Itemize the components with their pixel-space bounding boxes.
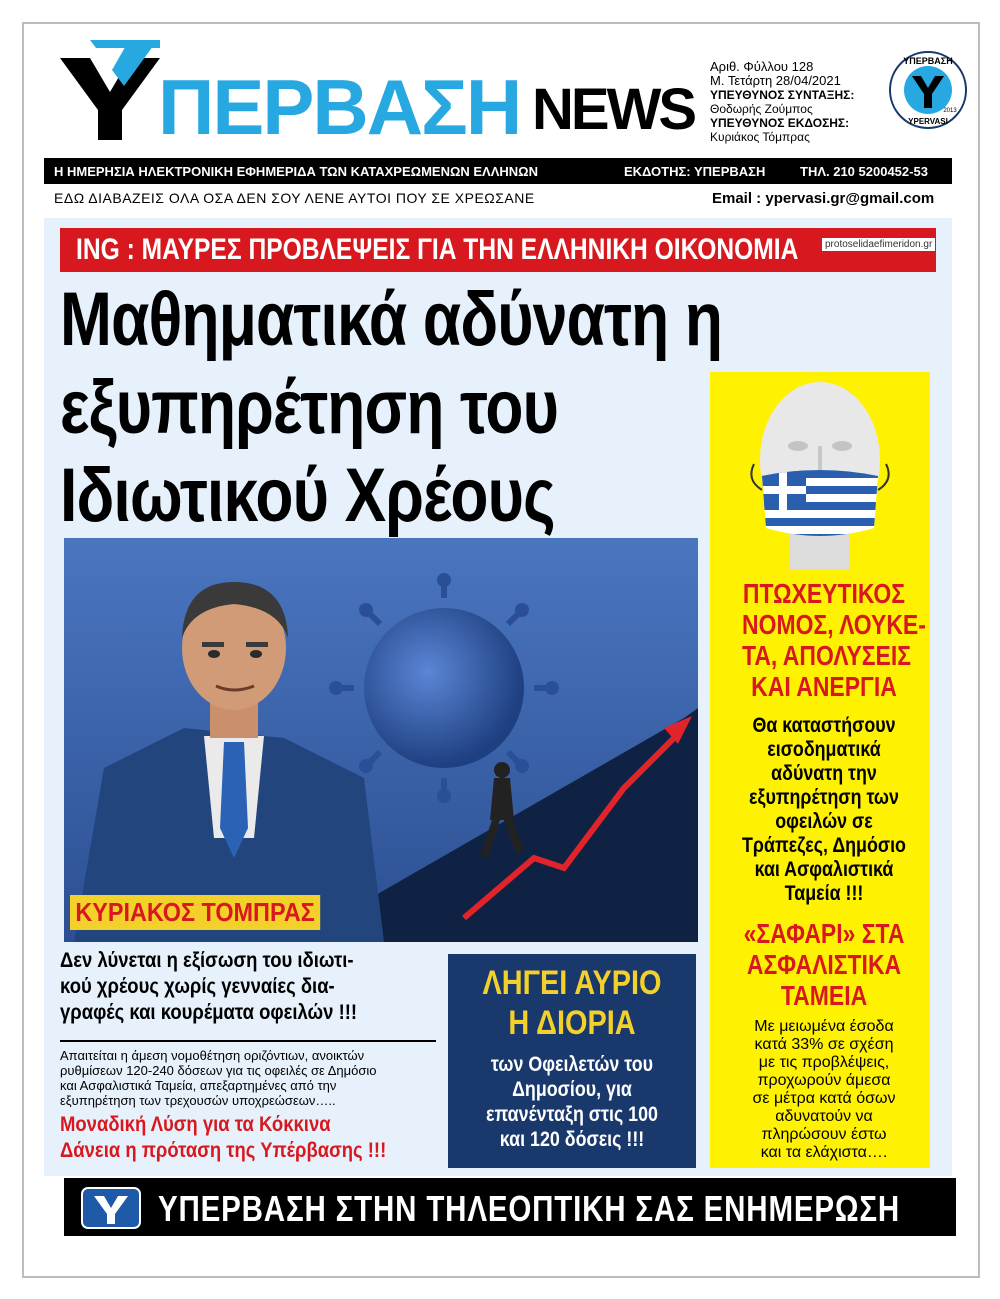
side-red-line-3: ΤΑ, ΑΠΟΛΥΣΕΙΣ [742, 640, 912, 671]
ypervasi-seal-logo [888, 50, 968, 130]
safari-text [724, 1018, 924, 1162]
article-body [60, 1048, 440, 1108]
mannequin-mask-image [740, 380, 900, 570]
side-text-line-3: αδύνατη την [771, 762, 877, 785]
safari-text-line-1: Με μειωμένα έσοδα [754, 1018, 894, 1035]
body-line-4: εξυπηρέτηση των τρεχουσών υποχρεώσεων….. [60, 1093, 336, 1108]
safari-text-line-2: κατά 33% σε σχέση [754, 1036, 894, 1053]
top-banner [60, 228, 936, 272]
strip-phone: ΤΗΛ. 210 5200452-53 [800, 164, 928, 179]
issue-info [710, 60, 854, 144]
body-line-2: ρυθμίσεων 120-240 δόσεων για τις οφειλές σε Δημόσιο [60, 1063, 377, 1078]
issue-number: Αριθ. Φύλλου 128 [710, 59, 814, 74]
safari-line-1: «ΣΑΦΑΡΙ» ΣΤΑ [743, 918, 905, 949]
side-text-line-5: οφειλών σε [775, 810, 873, 833]
publisher-label: ΥΠΕΥΘΥΝΟΣ ΕΚΔΟΣΗΣ: [710, 116, 850, 130]
side-text-line-1: Θα καταστήσουν [752, 714, 896, 737]
side-text-line-2: εισοδηματικά [767, 738, 881, 761]
solution-line-1: Μοναδική Λύση για τα Κόκκινα [60, 1113, 331, 1136]
seal-year: 2013 [943, 108, 957, 114]
deadline-text-3: επανένταξη στις 100 [486, 1103, 658, 1126]
bankruptcy-headline [724, 578, 924, 702]
greek-flag-mask [760, 470, 880, 542]
body-line-3: και Ασφαλιστικά Ταμεία, απεξαρτημένες από την [60, 1078, 337, 1093]
logo-news: NEWS [532, 77, 694, 142]
safari-text-line-4: προχωρούν άμεσα [757, 1072, 891, 1089]
deadline-box [448, 954, 696, 1168]
side-text-line-8: Ταμεία !!! [784, 882, 864, 905]
safari-text-line-8: και τα ελάχιστα…. [760, 1144, 888, 1161]
headline-line-2: εξυπηρέτηση του [60, 365, 559, 450]
safari-text-line-3: με τις προβλέψεις, [758, 1054, 890, 1071]
contact-email: Email : ypervasi.gr@gmail.com [712, 190, 935, 207]
safari-text-line-7: πληρώσουν έστω [761, 1126, 887, 1143]
slogan: ΕΔΩ ΔΙΑΒΑΖΕΙΣ ΟΛΑ ΟΣΑ ΔΕΝ ΣΟΥ ΛΕΝΕ ΑΥΤΟΙ ΠΟΥ ΣΕ ΧΡΕΩΣΑΝΕ [54, 190, 535, 206]
solution-line-2: Δάνεια η πρόταση της Υπέρβασης !!! [60, 1139, 387, 1162]
editor-name: Θοδωρής Ζούμπος [710, 102, 813, 116]
safari-headline [724, 918, 924, 1011]
headline-line-1: Μαθηματικά αδύνατη η [60, 277, 723, 362]
side-text-line-7: και Ασφαλιστικά [754, 858, 894, 881]
safari-text-line-6: αδυνατούν να [775, 1108, 873, 1125]
safari-text-line-5: σε μέτρα κατά όσων [752, 1090, 896, 1107]
sub-headline [60, 948, 440, 1026]
side-red-line-4: ΚΑΙ ΑΝΕΡΓΙΑ [751, 671, 897, 702]
body-line-1: Απαιτείται η άμεση νομοθέτηση οριζόντιων, ανοικτών [60, 1048, 365, 1063]
logo-y-mark [60, 40, 160, 140]
seal-text: ΥΠΕΡΒΑΣΗ [903, 56, 953, 66]
solution-headline [60, 1112, 440, 1164]
info-strip [44, 158, 952, 184]
banner-text: ING : ΜΑΥΡΕΣ ΠΡΟΒΛΕΨΕΙΣ ΓΙΑ ΤΗΝ ΕΛΛΗΝΙΚΗ ΟΙΚΟΝΟΜΙΑ [76, 233, 799, 266]
photo-caption: ΚΥΡΙΑΚΟΣ ΤΟΜΠΡΑΣ [70, 895, 320, 930]
headline-line-3: Ιδιωτικού Χρέους [60, 453, 555, 538]
safari-line-2: ΑΣΦΑΛΙΣΤΙΚΑ [746, 949, 902, 980]
bankruptcy-text [724, 714, 924, 906]
strip-publisher: ΕΚΔΟΤΗΣ: ΥΠΕΡΒΑΣΗ [624, 164, 766, 179]
side-red-line-2: ΝΟΜΟΣ, ΛΟΥΚΕ- [742, 609, 926, 640]
footer-text: ΥΠΕΡΒΑΣΗ ΣΤΗΝ ΤΗΛΕΟΠΤΙΚΗ ΣΑΣ ΕΝΗΜΕΡΩΣΗ [158, 1188, 901, 1229]
side-text-line-6: Τράπεζες, Δημόσιο [742, 834, 906, 857]
sub-headline-line-2: κού χρέους χωρίς γενναίες δια- [60, 975, 335, 998]
deadline-title-2: Η ΔΙΟΡΙΑ [508, 1004, 636, 1042]
watermark: protoselidaefimeridon.gr [822, 238, 935, 251]
divider [60, 1040, 436, 1042]
safari-line-3: ΤΑΜΕΙΑ [780, 980, 868, 1011]
side-red-line-1: ΠΤΩΧΕΥΤΙΚΟΣ [742, 578, 906, 609]
logo-wordmark: ΠΕΡΒΑΣΗ [158, 63, 521, 151]
sub-headline-line-3: γραφές και κουρέματα οφειλών !!! [60, 1001, 358, 1024]
tv-logo-icon [80, 1184, 142, 1230]
sub-headline-line-1: Δεν λύνεται η εξίσωση του ιδιωτι- [60, 949, 354, 972]
editor-label: ΥΠΕΥΘΥΝΟΣ ΣΥΝΤΑΞΗΣ: [710, 88, 855, 102]
publisher-name: Κυριάκος Τόμπρας [710, 130, 810, 144]
issue-date: Μ. Τετάρτη 28/04/2021 [710, 73, 841, 88]
deadline-text-1: των Οφειλετών του [490, 1053, 654, 1076]
strip-tagline: Η ΗΜΕΡΗΣΙΑ ΗΛΕΚΤΡΟΝΙΚΗ ΕΦΗΜΕΡΙΔΑ ΤΩΝ ΚΑΤΑΧΡΕΩΜΕΝΩΝ ΕΛΛΗΝΩΝ [54, 164, 538, 179]
side-text-line-4: εξυπηρέτηση των [749, 786, 899, 809]
deadline-title-1: ΛΗΓΕΙ ΑΥΡΙΟ [482, 964, 662, 1002]
main-photo [64, 538, 698, 942]
deadline-text-4: και 120 δόσεις !!! [499, 1128, 645, 1151]
seal-text-bottom: YPERVASI [908, 117, 948, 126]
deadline-text-2: Δημοσίου, για [512, 1078, 632, 1101]
